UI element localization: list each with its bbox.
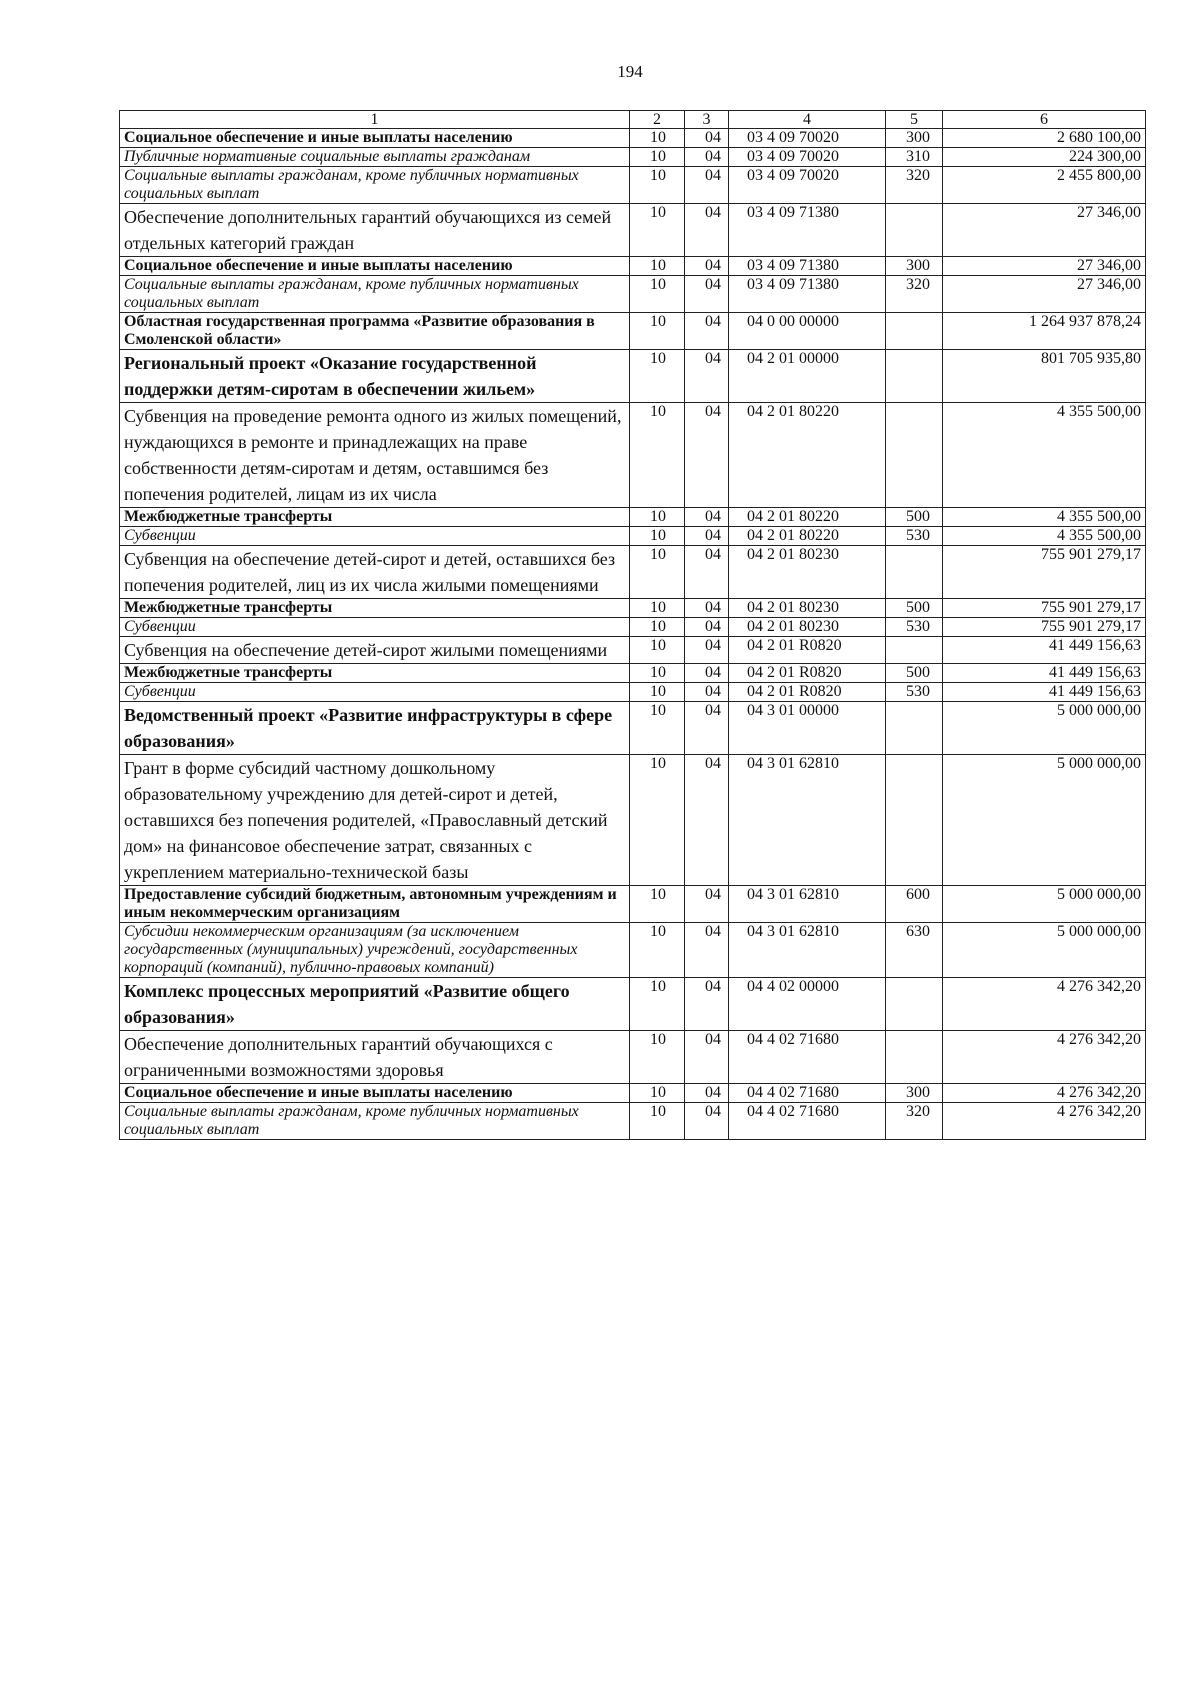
row-target-code: 04 2 01 80220	[729, 403, 886, 508]
column-header: 5	[886, 111, 943, 129]
row-name: Комплекс процессных мероприятий «Развитие общего образования»	[120, 978, 630, 1031]
row-amount: 4 276 342,20	[943, 1103, 1146, 1140]
row-name: Областная государственная программа «Развитие образования в Смоленской области»	[120, 313, 630, 350]
row-name: Социальное обеспечение и иные выплаты населению	[120, 1084, 630, 1103]
row-name: Субвенция на обеспечение детей-сирот и детей, оставшихся без попечения родителей, лиц из их числа жилыми помещениями	[120, 546, 630, 599]
table-row	[120, 755, 1146, 886]
table-row	[120, 313, 1146, 350]
row-name: Обеспечение дополнительных гарантий обучающихся из семей отдельных категорий граждан	[120, 204, 630, 257]
row-amount: 4 355 500,00	[943, 403, 1146, 508]
row-expense-type	[886, 313, 943, 350]
row-name: Субвенции	[120, 618, 630, 637]
row-section-code: 10	[630, 257, 685, 276]
table-row	[120, 257, 1146, 276]
row-expense-type: 500	[886, 599, 943, 618]
row-name: Социальные выплаты гражданам, кроме публичных нормативных социальных выплат	[120, 167, 630, 204]
table-row	[120, 702, 1146, 755]
row-expense-type: 300	[886, 1084, 943, 1103]
row-expense-type: 530	[886, 527, 943, 546]
table-row	[120, 618, 1146, 637]
page-number: 194	[617, 62, 643, 81]
row-section-code: 10	[630, 403, 685, 508]
row-target-code: 04 2 01 80230	[729, 618, 886, 637]
table-row	[120, 683, 1146, 702]
row-subsection-code: 04	[685, 1084, 729, 1103]
table-row	[120, 1103, 1146, 1140]
row-section-code: 10	[630, 527, 685, 546]
row-target-code: 04 3 01 62810	[729, 755, 886, 886]
row-subsection-code: 04	[685, 204, 729, 257]
table-row	[120, 350, 1146, 403]
row-amount: 4 355 500,00	[943, 508, 1146, 527]
row-section-code: 10	[630, 129, 685, 148]
row-target-code: 04 4 02 00000	[729, 978, 886, 1031]
row-target-code: 04 4 02 71680	[729, 1031, 886, 1084]
row-expense-type: 530	[886, 683, 943, 702]
row-subsection-code: 04	[685, 618, 729, 637]
row-expense-type	[886, 403, 943, 508]
row-section-code: 10	[630, 618, 685, 637]
row-amount: 755 901 279,17	[943, 618, 1146, 637]
row-amount: 4 276 342,20	[943, 1031, 1146, 1084]
row-name: Публичные нормативные социальные выплаты гражданам	[120, 148, 630, 167]
row-section-code: 10	[630, 313, 685, 350]
table-row	[120, 546, 1146, 599]
row-subsection-code: 04	[685, 664, 729, 683]
row-section-code: 10	[630, 683, 685, 702]
row-amount: 4 276 342,20	[943, 978, 1146, 1031]
row-target-code: 03 4 09 71380	[729, 257, 886, 276]
row-section-code: 10	[630, 886, 685, 923]
row-name: Субвенция на обеспечение детей-сирот жилыми помещениями	[120, 637, 630, 664]
column-header: 6	[943, 111, 1146, 129]
table-row	[120, 527, 1146, 546]
row-name: Грант в форме субсидий частному дошкольному образовательному учреждению для детей-сирот и детей, оставшихся без попечения родителей, «Православный детский дом» на финансовое обеспечение затрат, связанных с укреплением материально-технической базы	[120, 755, 630, 886]
row-expense-type: 320	[886, 167, 943, 204]
row-target-code: 03 4 09 70020	[729, 129, 886, 148]
row-amount: 2 680 100,00	[943, 129, 1146, 148]
row-subsection-code: 04	[685, 527, 729, 546]
row-subsection-code: 04	[685, 350, 729, 403]
row-amount: 1 264 937 878,24	[943, 313, 1146, 350]
row-subsection-code: 04	[685, 276, 729, 313]
row-expense-type	[886, 204, 943, 257]
row-amount: 41 449 156,63	[943, 637, 1146, 664]
row-subsection-code: 04	[685, 148, 729, 167]
row-target-code: 04 2 01 80230	[729, 546, 886, 599]
row-subsection-code: 04	[685, 403, 729, 508]
row-section-code: 10	[630, 204, 685, 257]
row-amount: 4 355 500,00	[943, 527, 1146, 546]
table-row	[120, 204, 1146, 257]
row-name: Региональный проект «Оказание государственной поддержки детям-сиротам в обеспечении жильем»	[120, 350, 630, 403]
row-name: Субвенция на проведение ремонта одного из жилых помещений, нуждающихся в ремонте и принадлежащих на праве собственности детям-сиротам и детям, оставшимся без попечения родителей, лицам из их числа	[120, 403, 630, 508]
row-subsection-code: 04	[685, 599, 729, 618]
row-subsection-code: 04	[685, 1031, 729, 1084]
row-expense-type: 300	[886, 129, 943, 148]
budget-table	[119, 110, 1146, 1140]
row-amount: 27 346,00	[943, 204, 1146, 257]
table-row	[120, 923, 1146, 978]
row-target-code: 04 2 01 R0820	[729, 683, 886, 702]
row-section-code: 10	[630, 1084, 685, 1103]
row-name: Межбюджетные трансферты	[120, 664, 630, 683]
column-header: 2	[630, 111, 685, 129]
row-section-code: 10	[630, 276, 685, 313]
row-subsection-code: 04	[685, 129, 729, 148]
row-expense-type: 320	[886, 1103, 943, 1140]
row-subsection-code: 04	[685, 683, 729, 702]
row-name: Субвенции	[120, 527, 630, 546]
row-name: Предоставление субсидий бюджетным, автономным учреждениям и иным некоммерческим организациям	[120, 886, 630, 923]
table-row	[120, 508, 1146, 527]
row-expense-type	[886, 702, 943, 755]
row-target-code: 04 2 01 80220	[729, 508, 886, 527]
table-row	[120, 129, 1146, 148]
row-name: Ведомственный проект «Развитие инфраструктуры в сфере образования»	[120, 702, 630, 755]
row-subsection-code: 04	[685, 257, 729, 276]
row-target-code: 04 4 02 71680	[729, 1084, 886, 1103]
row-target-code: 03 4 09 71380	[729, 204, 886, 257]
table-row	[120, 276, 1146, 313]
row-expense-type	[886, 546, 943, 599]
row-expense-type: 500	[886, 508, 943, 527]
row-expense-type: 530	[886, 618, 943, 637]
table-row	[120, 599, 1146, 618]
table-row	[120, 886, 1146, 923]
row-section-code: 10	[630, 755, 685, 886]
row-section-code: 10	[630, 167, 685, 204]
table-row	[120, 1084, 1146, 1103]
row-target-code: 04 0 00 00000	[729, 313, 886, 350]
row-amount: 5 000 000,00	[943, 702, 1146, 755]
row-subsection-code: 04	[685, 313, 729, 350]
row-expense-type: 310	[886, 148, 943, 167]
row-section-code: 10	[630, 664, 685, 683]
row-section-code: 10	[630, 546, 685, 599]
row-section-code: 10	[630, 148, 685, 167]
row-name: Социальное обеспечение и иные выплаты населению	[120, 257, 630, 276]
row-name: Обеспечение дополнительных гарантий обучающихся с ограниченными возможностями здоровья	[120, 1031, 630, 1084]
row-target-code: 04 2 01 R0820	[729, 637, 886, 664]
row-amount: 2 455 800,00	[943, 167, 1146, 204]
table-row	[120, 148, 1146, 167]
row-amount: 224 300,00	[943, 148, 1146, 167]
row-subsection-code: 04	[685, 637, 729, 664]
row-section-code: 10	[630, 508, 685, 527]
row-expense-type	[886, 350, 943, 403]
row-section-code: 10	[630, 637, 685, 664]
row-name: Социальные выплаты гражданам, кроме публичных нормативных социальных выплат	[120, 276, 630, 313]
row-subsection-code: 04	[685, 886, 729, 923]
row-subsection-code: 04	[685, 167, 729, 204]
row-subsection-code: 04	[685, 923, 729, 978]
row-target-code: 04 2 01 R0820	[729, 664, 886, 683]
row-expense-type: 500	[886, 664, 943, 683]
row-subsection-code: 04	[685, 1103, 729, 1140]
row-subsection-code: 04	[685, 508, 729, 527]
row-amount: 755 901 279,17	[943, 599, 1146, 618]
row-name: Социальное обеспечение и иные выплаты населению	[120, 129, 630, 148]
row-target-code: 04 3 01 00000	[729, 702, 886, 755]
row-section-code: 10	[630, 923, 685, 978]
row-subsection-code: 04	[685, 755, 729, 886]
row-target-code: 04 4 02 71680	[729, 1103, 886, 1140]
row-target-code: 03 4 09 70020	[729, 148, 886, 167]
row-amount: 27 346,00	[943, 276, 1146, 313]
row-expense-type	[886, 978, 943, 1031]
table-row	[120, 978, 1146, 1031]
row-name: Социальные выплаты гражданам, кроме публичных нормативных социальных выплат	[120, 1103, 630, 1140]
row-expense-type: 600	[886, 886, 943, 923]
row-target-code: 04 2 01 00000	[729, 350, 886, 403]
row-section-code: 10	[630, 599, 685, 618]
row-name: Межбюджетные трансферты	[120, 599, 630, 618]
table-row	[120, 637, 1146, 664]
row-amount: 5 000 000,00	[943, 886, 1146, 923]
row-name: Субсидии некоммерческим организациям (за исключением государственных (муниципальных) учреждений, государственных корпораций (компаний), публично-правовых компаний)	[120, 923, 630, 978]
row-name: Субвенции	[120, 683, 630, 702]
row-amount: 5 000 000,00	[943, 923, 1146, 978]
table-header-row	[120, 111, 1146, 129]
row-target-code: 03 4 09 71380	[729, 276, 886, 313]
column-header: 4	[729, 111, 886, 129]
row-target-code: 04 2 01 80220	[729, 527, 886, 546]
row-amount: 5 000 000,00	[943, 755, 1146, 886]
row-amount: 801 705 935,80	[943, 350, 1146, 403]
row-section-code: 10	[630, 350, 685, 403]
row-expense-type: 300	[886, 257, 943, 276]
table-row	[120, 403, 1146, 508]
row-name: Межбюджетные трансферты	[120, 508, 630, 527]
row-expense-type	[886, 1031, 943, 1084]
row-amount: 4 276 342,20	[943, 1084, 1146, 1103]
row-target-code: 04 2 01 80230	[729, 599, 886, 618]
row-subsection-code: 04	[685, 546, 729, 599]
row-section-code: 10	[630, 1031, 685, 1084]
column-header: 3	[685, 111, 729, 129]
row-section-code: 10	[630, 1103, 685, 1140]
table-row	[120, 167, 1146, 204]
row-subsection-code: 04	[685, 978, 729, 1031]
row-target-code: 04 3 01 62810	[729, 886, 886, 923]
row-expense-type: 630	[886, 923, 943, 978]
row-target-code: 03 4 09 70020	[729, 167, 886, 204]
table-row	[120, 664, 1146, 683]
row-expense-type	[886, 755, 943, 886]
row-amount: 27 346,00	[943, 257, 1146, 276]
row-amount: 41 449 156,63	[943, 664, 1146, 683]
row-section-code: 10	[630, 978, 685, 1031]
row-amount: 755 901 279,17	[943, 546, 1146, 599]
row-amount: 41 449 156,63	[943, 683, 1146, 702]
table-row	[120, 1031, 1146, 1084]
column-header: 1	[120, 111, 630, 129]
row-expense-type: 320	[886, 276, 943, 313]
row-expense-type	[886, 637, 943, 664]
row-subsection-code: 04	[685, 702, 729, 755]
row-section-code: 10	[630, 702, 685, 755]
row-target-code: 04 3 01 62810	[729, 923, 886, 978]
